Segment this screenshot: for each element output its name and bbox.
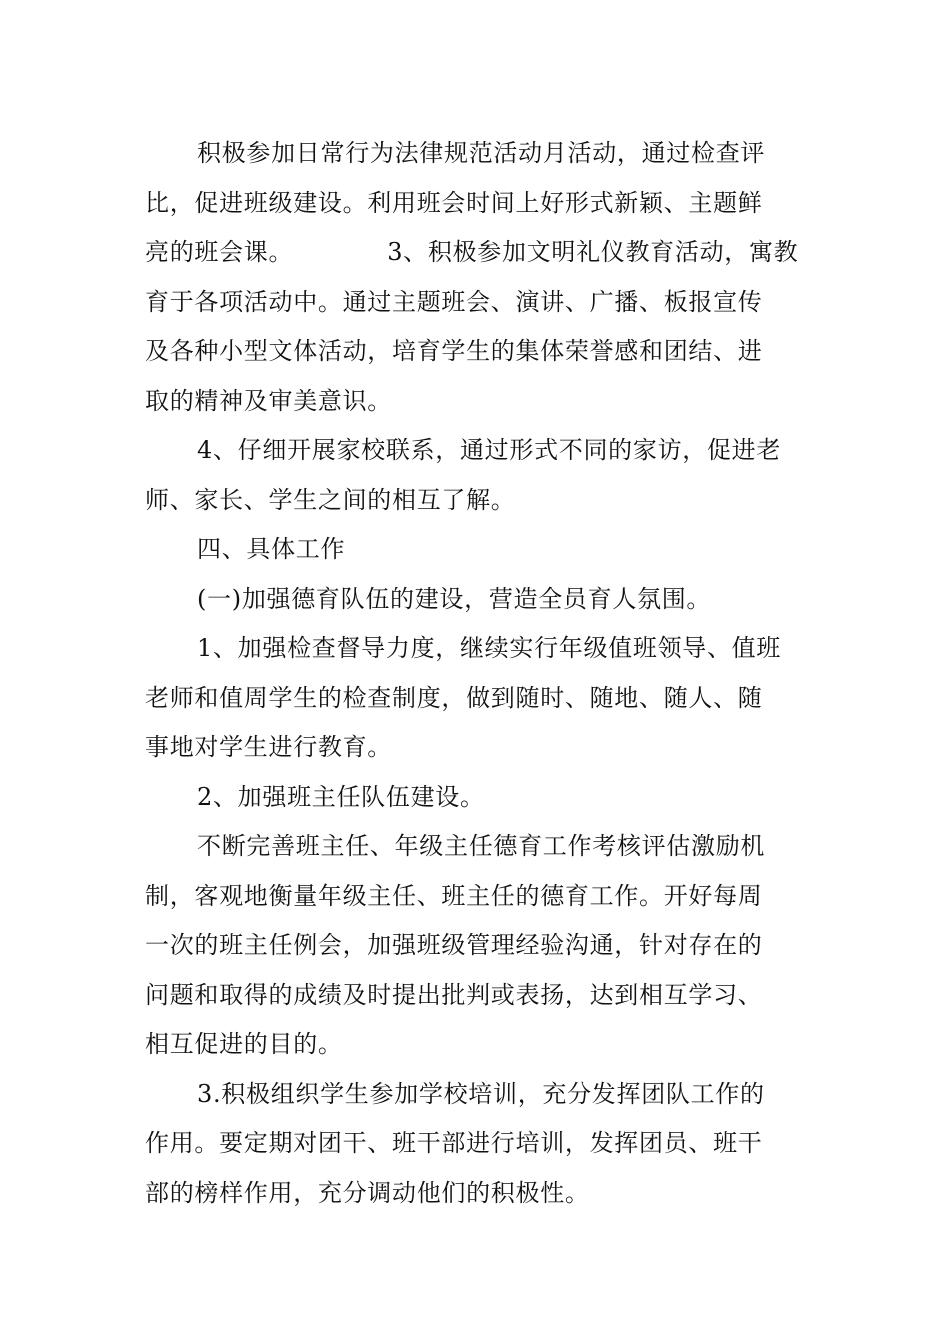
line-text: 部的榜样作用，充分调动他们的积极性。 <box>145 1178 590 1207</box>
line-text: 四、具体工作 <box>197 535 346 563</box>
line-text: 相互促进的目的。 <box>145 1030 343 1058</box>
paragraph-line <box>145 872 805 922</box>
paragraph-line <box>145 921 805 971</box>
paragraph-line <box>145 1020 805 1070</box>
paragraph-line <box>145 377 805 427</box>
paragraph-line <box>145 822 805 872</box>
section-heading <box>145 525 805 575</box>
paragraph-line <box>145 723 805 773</box>
line-text: 比，促进班级建设。利用班会时间上好形式新颖、主题鲜 <box>145 188 763 217</box>
line-text: 事地对学生进行教育。 <box>145 733 392 761</box>
paragraph-line <box>145 476 805 526</box>
paragraph-line <box>145 228 805 278</box>
line-text: 取的精神及审美意识。 <box>145 386 392 415</box>
paragraph-line <box>145 674 805 724</box>
paragraph-line <box>145 179 805 229</box>
document-body <box>145 129 805 1218</box>
line-text: 及各种小型文体活动，培育学生的集体荣誉感和团结、进 <box>145 337 763 365</box>
line-text: 2、加强班主任队伍建设。 <box>197 782 485 811</box>
line-text: 不断完善班主任、年级主任德育工作考核评估激励机 <box>197 832 766 860</box>
line-text: 老师和值周学生的检查制度，做到随时、随地、随人、随 <box>145 683 763 712</box>
paragraph-line <box>145 1070 805 1120</box>
line-text: 一次的班主任例会，加强班级管理经验沟通，针对存在的 <box>145 931 763 959</box>
line-text: 1、加强检查督导力度，继续实行年级值班领导、值班 <box>197 634 782 662</box>
line-text: 制，客观地衡量年级主任、班主任的德育工作。开好每周 <box>145 881 763 910</box>
line-text: 师、家长、学生之间的相互了解。 <box>145 485 516 514</box>
line-text: 3、积极参加文明礼仪教育活动，寓教 <box>387 238 799 266</box>
subsection-heading <box>145 575 805 625</box>
line-text: 3.积极组织学生参加学校培训，充分发挥团队工作的 <box>197 1079 765 1108</box>
paragraph-line <box>145 1169 805 1219</box>
paragraph-line <box>145 971 805 1021</box>
line-text: 积极参加日常行为法律规范活动月活动，通过检查评 <box>197 139 766 167</box>
paragraph-line <box>145 327 805 377</box>
paragraph-line <box>145 426 805 476</box>
line-text: 4、仔细开展家校联系，通过形式不同的家访，促进老 <box>197 436 782 464</box>
paragraph-line <box>145 1119 805 1169</box>
paragraph-line <box>145 624 805 674</box>
line-text: (一)加强德育队伍的建设，营造全员育人氛围。 <box>197 584 712 613</box>
line-text: 育于各项活动中。通过主题班会、演讲、广播、板报宣传 <box>145 287 763 316</box>
line-text: 作用。要定期对团干、班干部进行培训，发挥团员、班干 <box>145 1129 763 1157</box>
line-text: 问题和取得的成绩及时提出批判或表扬，达到相互学习、 <box>145 980 763 1009</box>
paragraph-line <box>145 773 805 823</box>
line-text: 亮的班会课。 <box>145 238 294 266</box>
paragraph-line <box>145 278 805 328</box>
paragraph-line <box>145 129 805 179</box>
